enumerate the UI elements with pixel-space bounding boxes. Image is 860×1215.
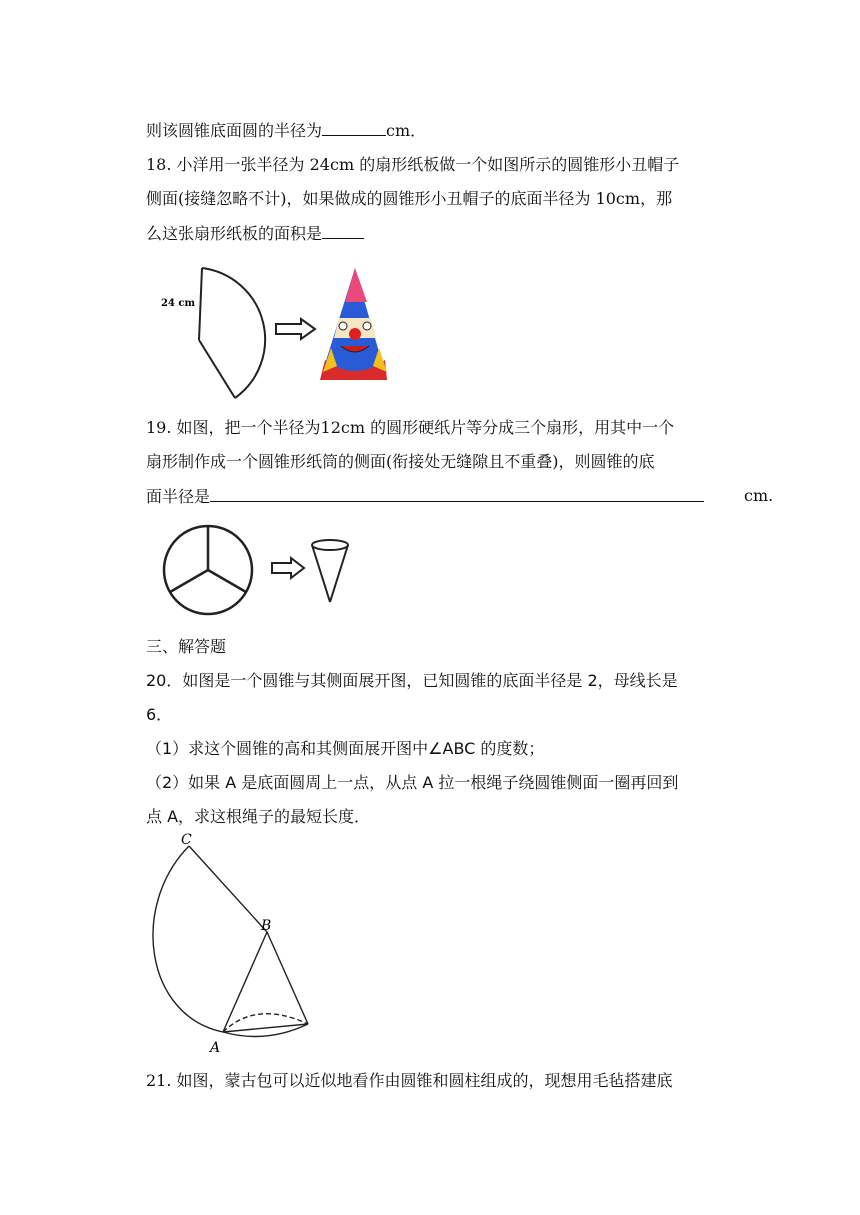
- q17-answer-line: [146, 120, 426, 141]
- q20-line-1: 20．如图是一个圆锥与其侧面展开图，已知圆锥的底面半径是 2，母线长是: [146, 671, 678, 690]
- answer-blank: [322, 223, 364, 239]
- q17-text: 则该圆锥底面圆的半径为: [146, 121, 323, 140]
- q18-figure: [155, 262, 395, 407]
- q19-text: 面半径是: [146, 487, 211, 506]
- q18-line-1: 18. 小洋用一张半径为 24cm 的扇形纸板做一个如图所示的圆锥形小丑帽子: [146, 155, 680, 174]
- right-arrow-icon: [272, 558, 304, 578]
- q21-line-1: 21. 如图，蒙古包可以近似地看作由圆锥和圆柱组成的，现想用毛毡搭建底: [146, 1071, 673, 1090]
- cone-shape: [312, 540, 348, 602]
- section-title: 三、解答题: [146, 637, 227, 656]
- development-diagram: [153, 846, 308, 1037]
- q20-line-2: 6．: [146, 705, 173, 724]
- clown-hat-image: [320, 268, 387, 380]
- q20-part-1: （1）求这个圆锥的高和其侧面展开图中∠ABC 的度数；: [146, 739, 545, 758]
- q19-figure: [150, 520, 370, 620]
- q18-text: 么这张扇形纸板的面积是: [146, 224, 323, 243]
- q20-part-2b: 点 A，求这根绳子的最短长度．: [146, 807, 371, 826]
- point-b-label: B: [261, 918, 272, 934]
- divided-circle: [164, 526, 252, 614]
- right-arrow-icon: [276, 319, 315, 339]
- q19-line-3: [146, 486, 704, 507]
- q20-part-2: （2）如果 A 是底面圆周上一点，从点 A 拉一根绳子绕圆锥侧面一圈再回到: [146, 773, 679, 792]
- q18-line-2: 侧面(接缝忽略不计)，如果做成的圆锥形小丑帽子的底面半径为 10cm，那: [146, 189, 673, 208]
- q19-line-2: 扇形制作成一个圆锥形纸筒的侧面(衔接处无缝隙且不重叠)，则圆锥的底: [146, 452, 655, 471]
- answer-blank: [322, 120, 386, 136]
- point-a-label: A: [210, 1040, 221, 1056]
- point-c-label: C: [181, 832, 192, 848]
- q19-unit: cm.: [744, 486, 774, 505]
- sector-radius-label: 24 cm: [161, 298, 196, 309]
- q17-unit: cm．: [386, 121, 427, 140]
- q18-line-3: [146, 223, 364, 244]
- q20-figure: [140, 826, 330, 1058]
- q19-line-1: 19. 如图，把一个半径为12cm 的圆形硬纸片等分成三个扇形，用其中一个: [146, 418, 675, 437]
- answer-blank: [210, 486, 704, 502]
- sector-shape: [199, 268, 265, 398]
